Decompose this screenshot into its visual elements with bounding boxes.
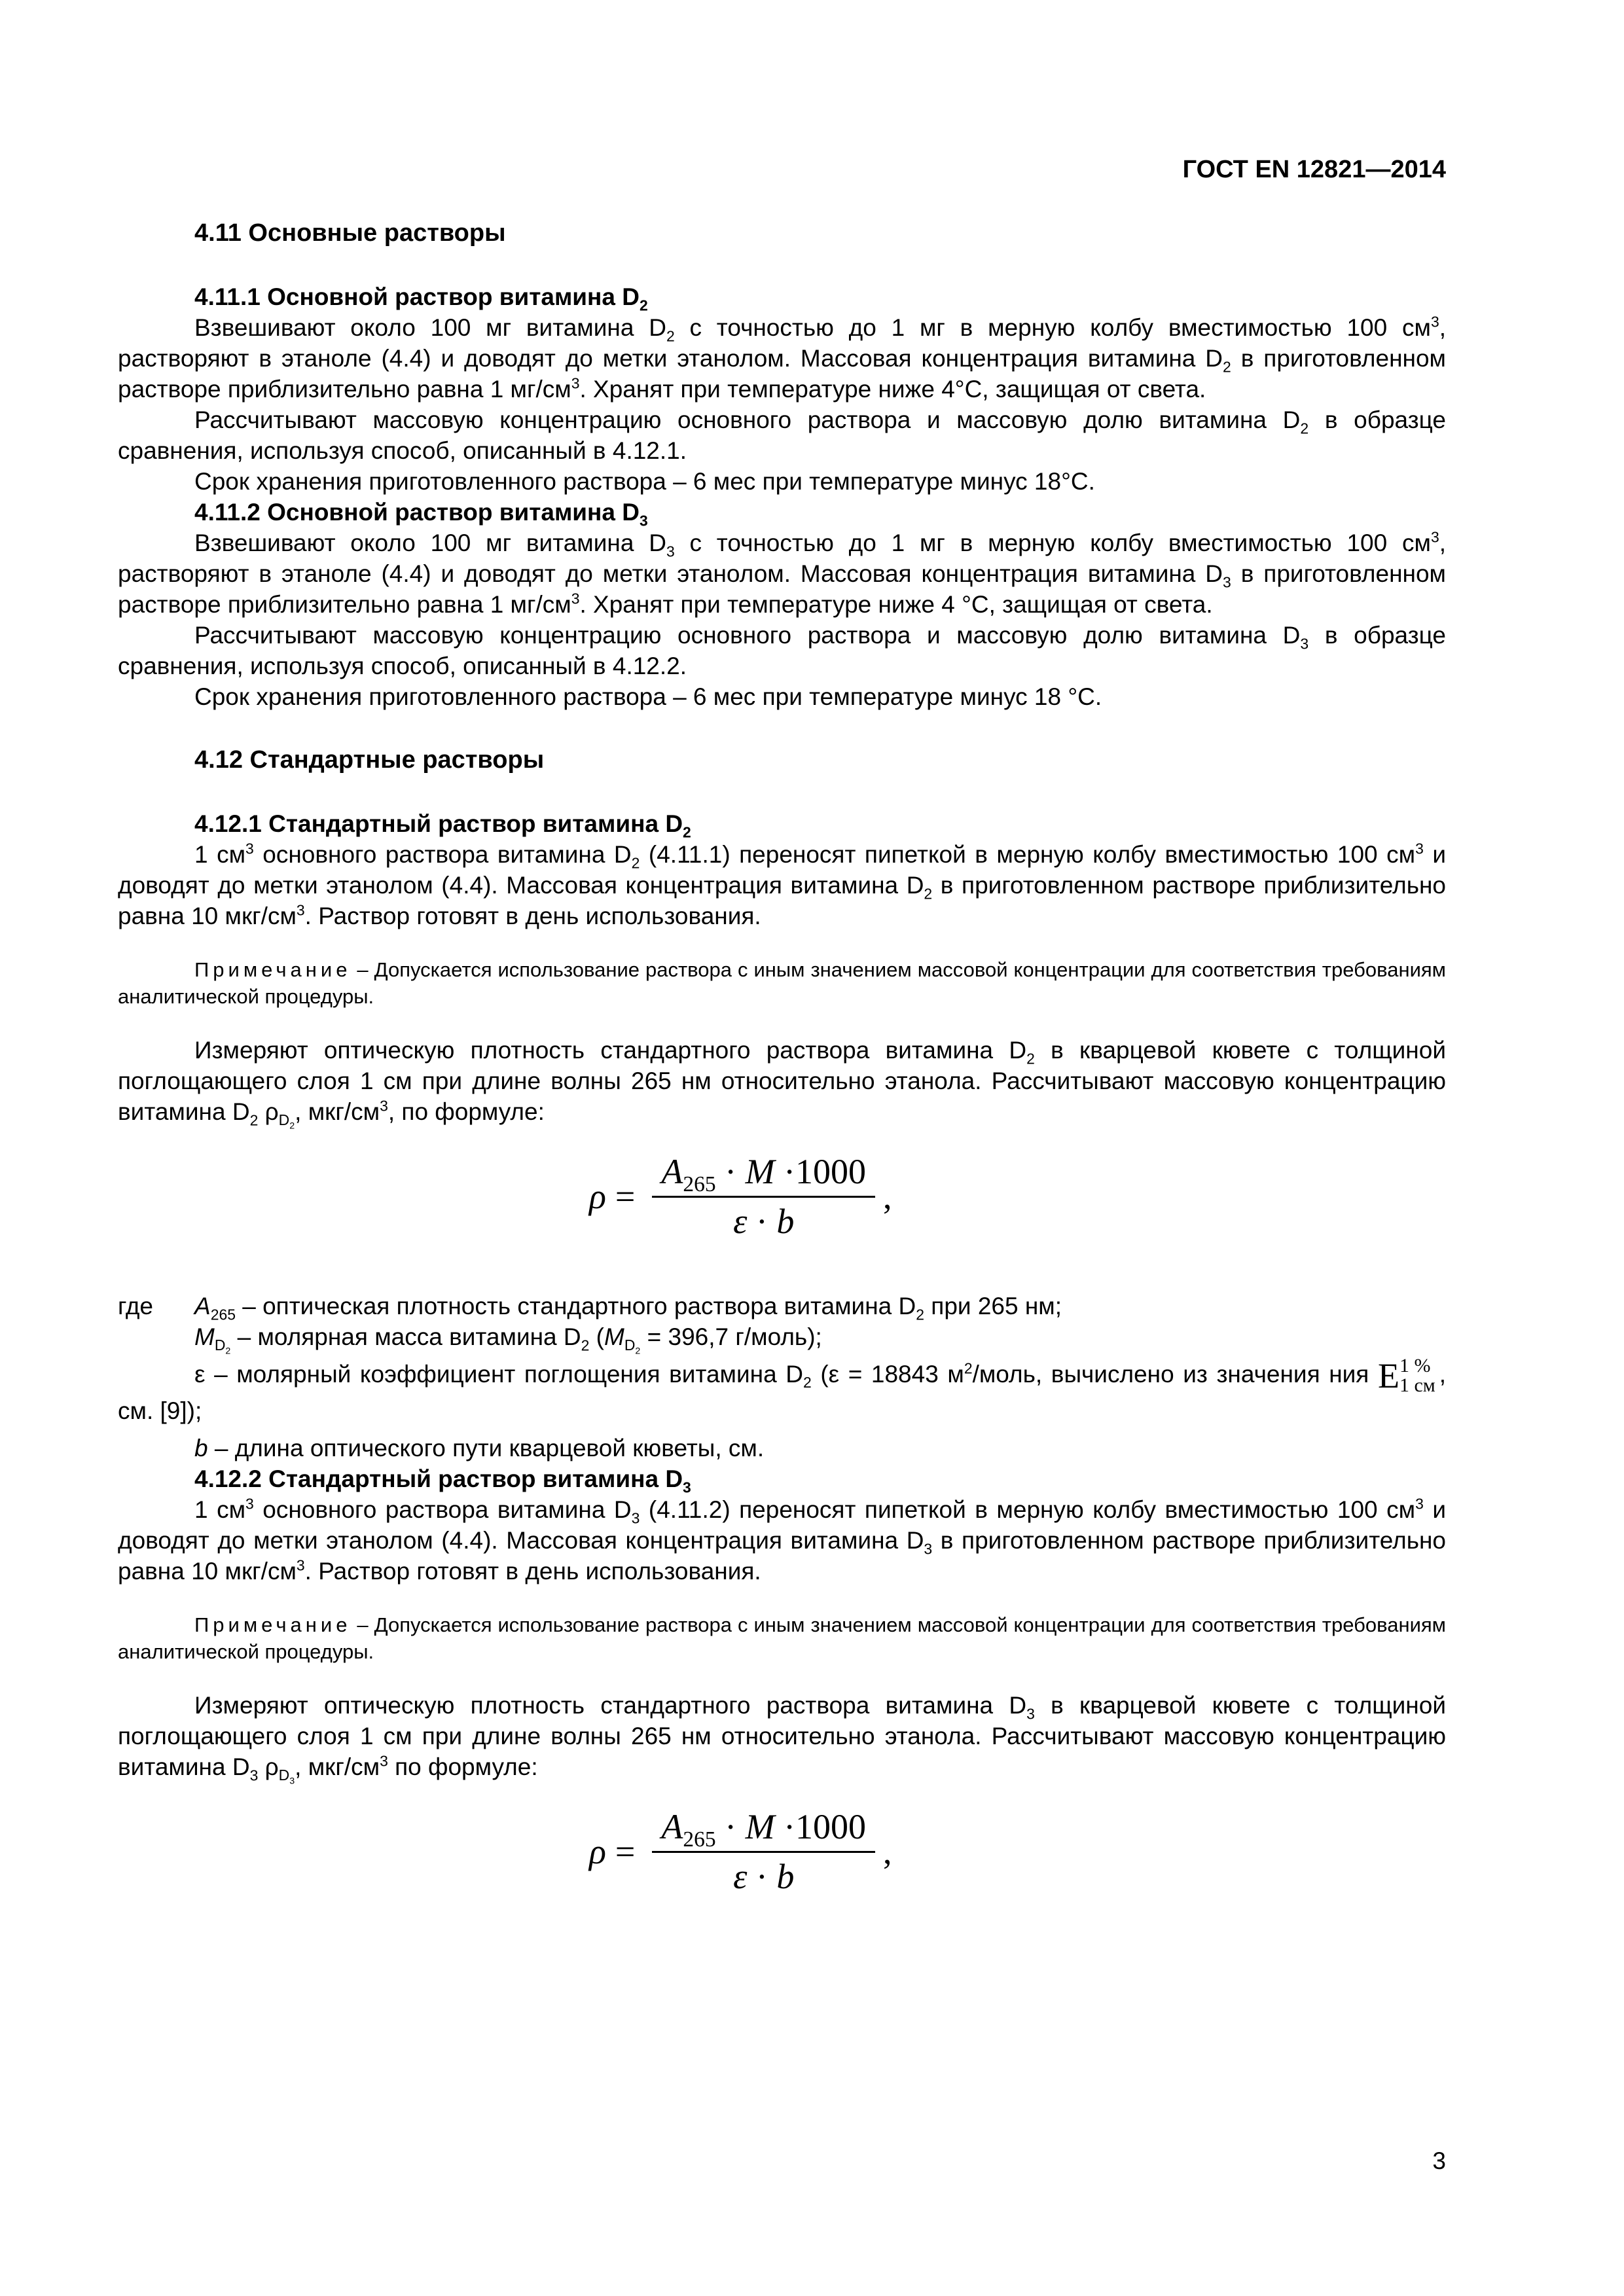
formula-legend: где $A_{265}$ – оптическая плотность стандартного раствора витамина $D_2$ при 265 нм; $M_{D_2}$ – молярная масса витамина $D_2$ ($M_{D_2} = 396,7$ г/моль); <box>118 1293 1062 1357</box>
note: Примечание – Допускается использование раствора с иным значением массовой концентрации для соответствия требованиям аналитической процедуры. <box>118 1613 1446 1663</box>
paragraph: Взвешивают около 100 мг витамина $D_2$ с точностью до 1 мг в мерную колбу вместимостью 100 $см^3$, растворяют в этаноле (4.4) и доводят до метки этанолом. Массовая концентрация витамина $D_2$ в приготовленном растворе приблизительно равна 1 $мг/см^3$. Хранят при температуре ниже 4°С, защищая от света. <box>118 313 1446 403</box>
paragraph: b – длина оптического пути кварцевой кюветы, см. <box>194 1435 765 1462</box>
section-4-12-1-heading: 4.12.1 Стандартный раствор витамина $D_2$ <box>194 810 691 841</box>
formula-1: ρ = $\frac{A_{265} \cdot M \cdot 1000}{\varepsilon \cdot b}$ , <box>589 1152 892 1242</box>
paragraph: ε – молярный коэффициент поглощения витамина $D_2$ (ε = 18843 $м^2$/моль, вычислено из значения ния E 1 % 1 см , см. [9]); <box>118 1355 1447 1424</box>
paragraph: Измеряют оптическую плотность стандартного раствора витамина $D_3$ в кварцевой кювете с толщиной поглощающего слоя 1 см при длине волны 265 нм относительно этанола. Рассчитывают массовую концентрацию витамина $D_3$ $\rho_{D_3}$, мкг/$см^3$ по формуле: <box>118 1692 1446 1787</box>
section-4-11-2-heading: 4.11.2 Основной раствор витамина $D_3$ <box>194 499 648 529</box>
paragraph: Срок хранения приготовленного раствора – 6 мес при температуре минус 18 °С. <box>194 683 1102 710</box>
note: Примечание – Допускается использование раствора с иным значением массовой концентрации для соответствия требованиям аналитической процедуры. <box>118 958 1446 1008</box>
paragraph: Измеряют оптическую плотность стандартного раствора витамина $D_2$ в кварцевой кювете с толщиной поглощающего слоя 1 см при длине волны 265 нм относительно этанола. Рассчитывают массовую концентрацию витамина $D_2$ $\rho_{D_2}$, мкг/$см^3$, по формуле: <box>118 1037 1446 1132</box>
section-4-12-heading: 4.12 Стандартные растворы <box>194 746 545 774</box>
section-4-12-2-heading: 4.12.2 Стандартный раствор витамина $D_3$ <box>194 1465 691 1496</box>
formula-2: ρ = $\frac{A_{265} \cdot M \cdot 1000}{\varepsilon \cdot b}$ , <box>589 1807 892 1897</box>
paragraph: 1 $см^3$ основного раствора витамина $D_2$ (4.11.1) переносят пипеткой в мерную колбу вместимостью 100 $см^3$ и доводят до метки этанолом (4.4). Массовая концентрация витамина $D_2$ в приготовленном растворе приблизительно равна 10 мкг/$см^3$. Раствор готовят в день использования. <box>118 840 1446 929</box>
paragraph: Рассчитывают массовую концентрацию основного раствора и массовую долю витамина $D_3$ в образце сравнения, используя способ, описанный в 4.12.2. <box>118 622 1447 679</box>
paragraph: Рассчитывают массовую концентрацию основного раствора и массовую долю витамина $D_2$ в образце сравнения, используя способ, описанный в 4.12.1. <box>118 406 1447 464</box>
paragraph: 1 $см^3$ основного раствора витамина $D_3$ (4.11.2) переносят пипеткой в мерную колбу вместимостью 100 $см^3$ и доводят до метки этанолом (4.4). Массовая концентрация витамина $D_3$ в приготовленном растворе приблизительно равна 10 мкг/$см^3$. Раствор готовят в день использования. <box>118 1495 1446 1585</box>
section-4-11-heading: 4.11 Основные растворы <box>194 219 506 247</box>
page-number: 3 <box>1432 2147 1446 2174</box>
paragraph: Срок хранения приготовленного раствора – 6 мес при температуре минус 18°С. <box>194 468 1095 495</box>
paragraph: Взвешивают около 100 мг витамина $D_3$ с точностью до 1 мг в мерную колбу вместимостью 100 $см^3$, растворяют в этаноле (4.4) и доводят до метки этанолом. Массовая концентрация витамина $D_3$ в приготовленном растворе приблизительно равна 1 $мг/см^3$. Хранят при температуре ниже 4 °С, защищая от света. <box>118 528 1446 618</box>
document-header: ГОСТ EN 12821—2014 <box>1182 156 1446 183</box>
section-4-11-1-heading: 4.11.1 Основной раствор витамина $D_2$ <box>194 283 648 314</box>
